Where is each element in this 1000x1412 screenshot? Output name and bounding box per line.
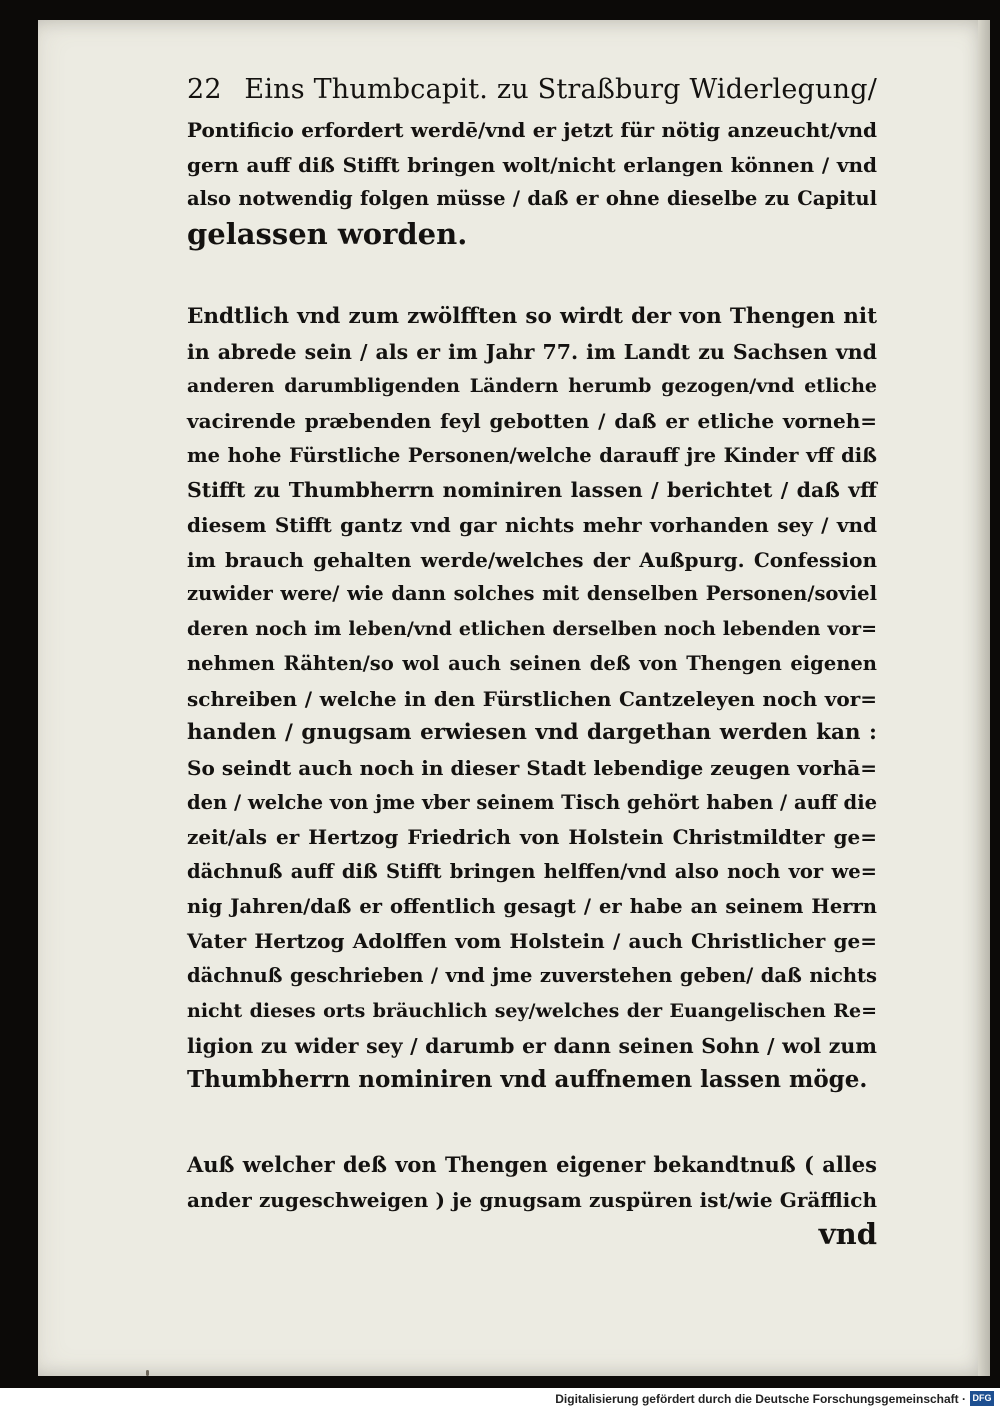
text-line: den / welche von jme vber seinem Tisch gehört haben / auff die <box>187 790 878 814</box>
running-head-title: Eins Thumbcapit. zu Straßburg Widerlegung/ <box>244 74 877 105</box>
text-line: deren noch im leben/vnd etlichen derselben noch lebenden vor= <box>187 618 877 641</box>
text-line: Auß welcher deß von Thengen eigener bekandtnuß ( alles <box>187 1151 877 1177</box>
text-line: ander zugeschweigen ) je gnugsam zuspüren ist/wie Gräfflich <box>187 1187 877 1212</box>
text-line: gelassen worden. <box>187 217 468 252</box>
page-edge <box>978 20 990 1376</box>
paragraph-1 <box>187 113 877 252</box>
paper-speck <box>146 1370 149 1376</box>
catchword: vnd <box>818 1217 877 1252</box>
text-line: in abrede sein / als er im Jahr 77. im Landt zu Sachsen vnd <box>187 339 877 364</box>
text-line: Endtlich vnd zum zwölfften so wirdt der von Thengen nit <box>187 303 877 329</box>
text-line: nicht dieses orts bräuchlich sey/welches der Euangelischen Re= <box>187 999 877 1022</box>
text-block <box>187 67 877 1252</box>
text-line: schreiben / welche in den Fürstlichen Cantzeleyen noch vor= <box>187 686 877 711</box>
text-line: Thumbherrn nominiren vnd auffnemen lassen möge. <box>187 1066 868 1094</box>
text-line: zuwider were/ wie dann solches mit denselben Personen/soviel <box>187 582 877 606</box>
dfg-logo-icon: DFG <box>970 1391 994 1406</box>
text-line: nig Jahren/daß er offentlich gesagt / er habe an seinem Herrn <box>187 894 877 918</box>
text-line: Vater Hertzog Adolffen vom Holstein / auch Christlicher ge= <box>187 929 877 954</box>
paragraph-3 <box>187 1148 877 1252</box>
text-line: vacirende præbenden feyl gebotten / daß er etliche vorneh= <box>187 408 877 433</box>
text-line: handen / gnugsam erwiesen vnd dargethan werden kan : <box>187 720 877 746</box>
text-line: gern auff diß Stifft bringen wolt/nicht erlangen können / vnd <box>187 152 877 177</box>
running-head <box>187 67 877 113</box>
text-line: also notwendig folgen müsse / daß er ohne dieselbe zu Capitul <box>187 187 877 211</box>
text-line: anderen darumbligenden Ländern herumb gezogen/vnd etliche <box>187 375 877 398</box>
text-line: Pontificio erfordert werdē/vnd er jetzt für nötig anzeucht/vnd <box>187 118 877 142</box>
paragraph-2 <box>187 300 877 1098</box>
text-line: me hohe Fürstliche Personen/welche darauff jre Kinder vff diß <box>187 443 877 467</box>
footer-strip <box>0 1388 1000 1412</box>
page-number: 22 <box>187 74 222 105</box>
text-line: dächnuß geschrieben / vnd jme zuverstehen geben/ daß nichts <box>187 964 877 988</box>
text-line: diesem Stifft gantz vnd gar nichts mehr vorhanden sey / vnd <box>187 513 877 538</box>
text-line: zeit/als er Hertzog Friedrich von Holstein Christmildter ge= <box>187 825 877 850</box>
text-line: im brauch gehalten werde/welches der Außpurg. Confession <box>187 547 877 572</box>
dfg-credit-text: Digitalisierung gefördert durch die Deutsche Forschungsgemeinschaft · <box>555 1392 966 1406</box>
text-line: dächnuß auff diß Stifft bringen helffen/vnd also noch vor we= <box>187 860 877 884</box>
text-line: Stifft zu Thumbherrn nominiren lassen / berichtet / daß vff <box>187 478 877 503</box>
text-line: nehmen Rähten/so wol auch seinen deß von Thengen eigenen <box>187 651 877 675</box>
text-line: So seindt auch noch in dieser Stadt lebendige zeugen vorhā= <box>187 755 877 780</box>
text-line: ligion zu wider sey / darumb er dann seinen Sohn / wol zum <box>187 1033 877 1058</box>
